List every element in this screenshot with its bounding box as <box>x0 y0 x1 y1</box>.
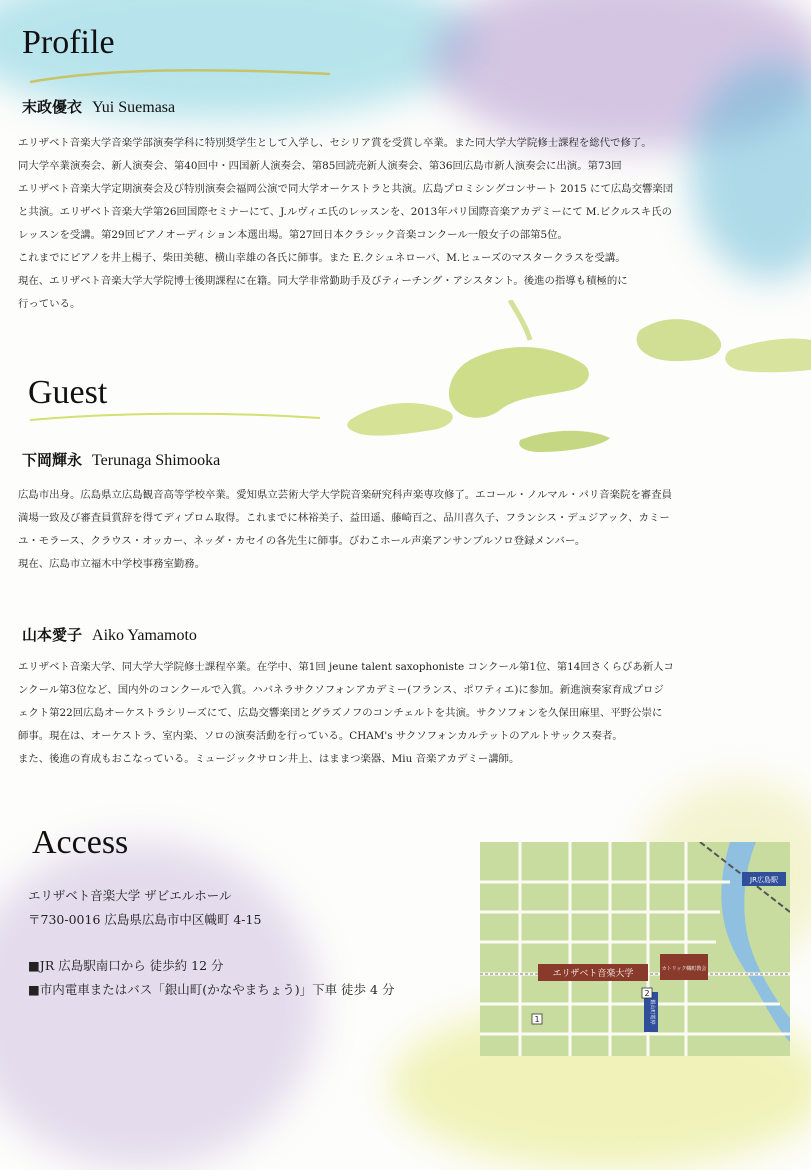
venue-name: エリザベト音楽大学 ザビエルホール <box>28 888 232 903</box>
map-marker-2-label: 2 <box>644 989 650 998</box>
guest-bio-line: ンクール第3位など、国内外のコンクールで入賞。ハバネラサクソフォンアカデミー(フランス、ポワティエ)に参加。新進演奏家育成プロジ <box>18 684 664 696</box>
guest-bio-yamamoto <box>18 656 808 771</box>
profile-bio-line: レッスンを受講。第29回ピアノオーディション本選出場。第27回日本クラシック音楽コンクール一般女子の部第5位。 <box>18 229 568 241</box>
guest-title: Guest <box>28 374 108 411</box>
direction-item: ■市内電車またはバス「銀山町(かなやまちょう)」下車 徒歩 4 分 <box>28 982 395 997</box>
map-label-tram: 銀山町電停 <box>649 999 655 1025</box>
profile-bio-line: エリザベト音楽大学定期演奏会及び特別演奏会福岡公演で同大学オーケストラと共演。広島プロミシングコンサート 2015 にて広島交響楽団 <box>18 183 674 195</box>
guest-bio-line: 現在、広島市立福木中学校事務室勤務。 <box>18 558 206 570</box>
guest-name-shimooka <box>22 449 220 470</box>
guest-bio-line: また、後進の育成もおこなっている。ミュージックサロン井上、はままつ楽器、Miu 音楽アカデミー講師。 <box>18 753 520 765</box>
map-label-jr: JR広島駅 <box>750 876 778 884</box>
access-title: Access <box>32 824 129 861</box>
profile-bio-line: エリザベト音楽大学音楽学部演奏学科に特別奨学生として入学し、セシリア賞を受賞し卒業。また同大学大学院修士課程を総代で修了。 <box>18 137 652 149</box>
guest-title-swash <box>30 410 320 430</box>
access-map <box>480 842 790 1056</box>
profile-title: Profile <box>22 24 115 61</box>
profile-bio <box>18 132 808 316</box>
guest-name-en: Terunaga Shimooka <box>92 452 221 469</box>
map-label-cathedral: カトリック幟町教会 <box>661 966 707 972</box>
map-label-elizabeth: エリザベト音楽大学 <box>552 969 634 979</box>
venue-address: 〒730-0016 広島県広島市中区幟町 4-15 <box>28 912 262 927</box>
guest-name-yamamoto <box>22 624 197 645</box>
map-marker-1-label: 1 <box>534 1015 540 1024</box>
guest-bio-line: 師事。現在は、オーケストラ、室内楽、ソロの演奏活動を行っている。CHAM's サクソフォンカルテットのアルトサックス奏者。 <box>18 730 623 742</box>
access-info <box>28 884 394 1002</box>
guest-name-ja: 下岡輝永 <box>22 451 83 469</box>
profile-bio-line: と共演。エリザベト音楽大学第26回国際セミナーにて、J.ルヴィエ氏のレッスンを、2013年パリ国際音楽アカデミーにて M.ビクルスキ氏の <box>18 206 672 218</box>
guest-bio-line: エリザベト音楽大学、同大学大学院修士課程卒業。在学中、第1回 jeune talent saxophoniste コンクール第1位、第14回さくらびあ新人コ <box>18 661 674 673</box>
guest-bio-shimooka <box>18 484 808 576</box>
guest-bio-line: 広島市出身。広島県立広島観音高等学校卒業。愛知県立芸術大学大学院音楽研究科声楽専攻修了。エコール・ノルマル・パリ音楽院を審査員 <box>18 489 672 501</box>
guest-name-en: Aiko Yamamoto <box>92 627 197 644</box>
profile-name-ja: 末政優衣 <box>22 98 83 116</box>
profile-bio-line: 現在、エリザベト音楽大学大学院博士後期課程に在籍。同大学非常勤助手及びティーチング・アシスタント。後進の指導も積極的に <box>18 275 628 287</box>
guest-bio-line: ユ・モラース、クラウス・オッカー、ネッダ・カセイの各先生に師事。びわこホール声楽アンサンブルソロ登録メンバー。 <box>18 535 586 547</box>
guest-bio-line: 満場一致及び審査員賞辞を得てディプロム取得。これまでに林裕美子、益田遥、藤崎百之、品川喜久子、フランシス・デュジアック、カミー <box>18 512 670 524</box>
profile-bio-line: 同大学卒業演奏会、新人演奏会、第40回中・四国新人演奏会、第85回読売新人演奏会、第36回広島市新人演奏会に出演。第73回 <box>18 160 622 172</box>
profile-name <box>22 96 175 117</box>
direction-item: ■JR 広島駅南口から 徒歩約 12 分 <box>28 958 224 973</box>
profile-bio-line: これまでにピアノを井上楊子、柴田美穂、横山幸雄の各氏に師事。また E.クシュネローバ、M.ヒューズのマスタークラスを受講。 <box>18 252 626 264</box>
guest-bio-line: ェクト第22回広島オーケストラシリーズにて、広島交響楽団とグラズノフのコンチェルトを共演。サクソフォンを久保田麻里、平野公崇に <box>18 707 663 719</box>
profile-title-swash <box>30 64 330 94</box>
watercolor-green-splash <box>340 300 811 480</box>
profile-name-en: Yui Suemasa <box>92 99 176 116</box>
profile-bio-line: 行っている。 <box>18 298 81 310</box>
guest-name-ja: 山本愛子 <box>22 626 83 644</box>
